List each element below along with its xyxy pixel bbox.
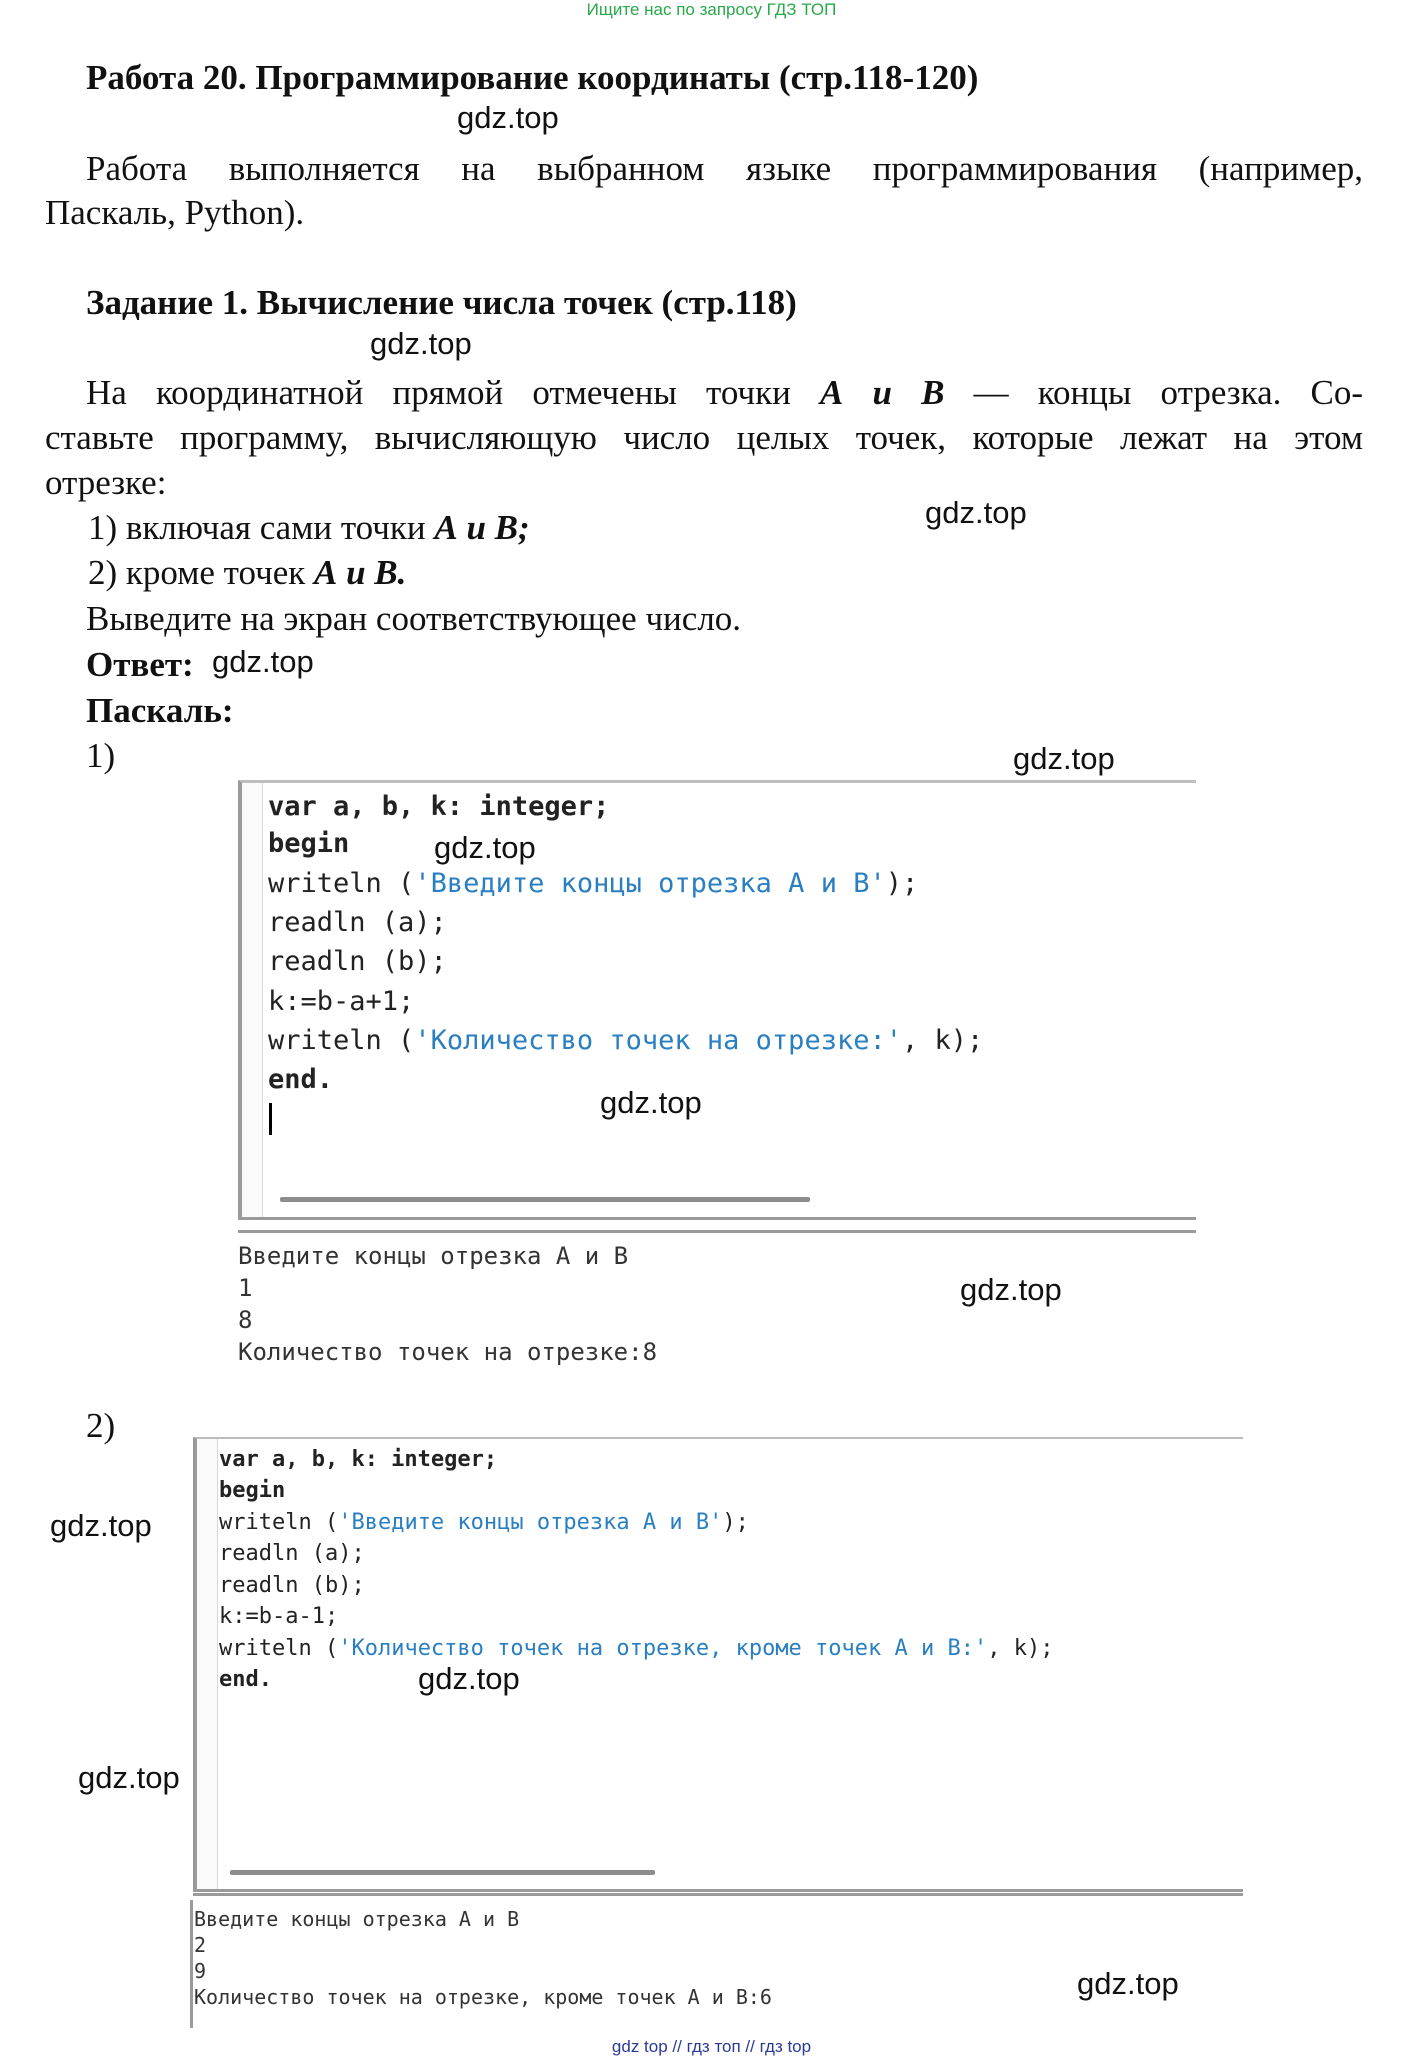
top-banner[interactable]: Ищите нас по запросу ГДЗ ТОП	[586, 0, 837, 19]
code-text: var a, b, k: integer;	[219, 1447, 498, 1472]
code-line	[219, 1447, 497, 1472]
code-text: begin	[219, 1478, 286, 1503]
watermark: gdz.top	[78, 1760, 180, 1795]
code-text: end.	[268, 1064, 334, 1095]
list-item-text: 1) включая сами точки	[88, 508, 435, 547]
intro-cont: Паскаль, Python).	[45, 193, 305, 232]
points-ab: А и В.	[314, 553, 407, 592]
text-cursor	[269, 1103, 272, 1135]
code-text: );	[722, 1510, 749, 1535]
item-number-1: 1)	[86, 736, 116, 775]
console-line: Введите концы отрезка А и В	[238, 1242, 629, 1270]
code-line	[219, 1573, 365, 1598]
code-string: 'Введите концы отрезка А и В'	[338, 1510, 723, 1535]
code-text: writeln (	[268, 1025, 415, 1056]
points-ab: А и В;	[434, 508, 530, 547]
output-instruction: Выведите на экран соответствующее число.	[86, 599, 742, 638]
console-line: Количество точек на отрезке:8	[238, 1338, 658, 1366]
code-text: var a, b, k: integer;	[268, 791, 610, 822]
watermark: gdz.top	[457, 100, 559, 135]
code-text: writeln (	[219, 1636, 339, 1661]
code-text: , k);	[901, 1025, 984, 1056]
watermark: gdz.top	[212, 644, 314, 679]
task-text-line3: отрезке:	[45, 463, 167, 502]
horizontal-scrollbar[interactable]	[280, 1197, 810, 1202]
watermark: gdz.top	[960, 1272, 1062, 1307]
console-output-1	[238, 1240, 657, 1368]
watermark: gdz.top	[434, 830, 536, 865]
watermark: gdz.top	[1077, 1966, 1179, 2001]
pascal-label: Паскаль:	[86, 691, 234, 730]
code-text: readln (a);	[268, 907, 447, 938]
code-line	[268, 1025, 983, 1056]
console-line: Количество точек на отрезке, кроме точек А и В:6	[194, 1985, 772, 2009]
watermark: gdz.top	[925, 495, 1027, 530]
code-line	[219, 1541, 365, 1566]
code-line	[268, 907, 447, 938]
code-line	[268, 868, 918, 899]
task-text-line2: ставьте программу, вычисляющую число целых точек, которые лежат на этом	[45, 418, 1363, 457]
watermark: gdz.top	[1013, 741, 1115, 776]
code-line	[219, 1636, 1053, 1661]
horizontal-scrollbar[interactable]	[230, 1870, 655, 1875]
item-number-2: 2)	[86, 1406, 116, 1445]
code-line	[268, 828, 349, 859]
task-text: На координатной прямой отмечены точки	[86, 373, 820, 412]
code-text: readln (a);	[219, 1541, 365, 1566]
code-line	[268, 986, 414, 1017]
task-text-line1	[86, 370, 1363, 415]
code-line	[268, 946, 447, 977]
editor-gutter	[242, 783, 263, 1217]
console-line: 1	[238, 1274, 253, 1302]
code-string: 'Введите концы отрезка А и В'	[414, 868, 886, 899]
task-title: Задание 1. Вычисление числа точек (стр.118)	[86, 283, 797, 322]
console-divider	[193, 1893, 1243, 1896]
list-item-2	[88, 550, 406, 595]
watermark: gdz.top	[50, 1508, 152, 1543]
code-line	[268, 1064, 333, 1095]
console-line: 8	[238, 1306, 253, 1334]
footer-links[interactable]: gdz top // гдз топ // гдз top	[611, 2037, 812, 2056]
code-line	[219, 1667, 272, 1692]
console-line: Введите концы отрезка А и В	[194, 1907, 520, 1931]
code-text: writeln (	[219, 1510, 339, 1535]
code-string: 'Количество точек на отрезке:'	[414, 1025, 902, 1056]
code-text: readln (b);	[268, 946, 447, 977]
answer-label: Ответ:	[86, 645, 194, 684]
code-editor-2[interactable]	[193, 1437, 1243, 1892]
intro-line: Работа выполняется на выбранном языке программирования (например,	[86, 149, 1363, 188]
points-ab: А и В	[819, 373, 945, 412]
page-title: Работа 20. Программирование координаты (стр.118-120)	[86, 58, 979, 97]
code-line	[219, 1478, 285, 1503]
code-text: k:=b-a+1;	[268, 986, 415, 1017]
console-line: 9	[194, 1959, 207, 1983]
code-text: writeln (	[268, 868, 415, 899]
code-string: 'Количество точек на отрезке, кроме точек А и В:'	[338, 1636, 988, 1661]
console-line: 2	[194, 1933, 207, 1957]
code-line	[219, 1510, 749, 1535]
console-output-2	[194, 1906, 772, 2010]
watermark: gdz.top	[370, 326, 472, 361]
console-border	[190, 1900, 193, 2028]
console-divider	[238, 1230, 1196, 1233]
code-text: end.	[219, 1667, 272, 1692]
watermark: gdz.top	[600, 1085, 702, 1120]
code-text: readln (b);	[219, 1573, 365, 1598]
list-item-text: 2) кроме точек	[88, 553, 314, 592]
code-text: , k);	[987, 1636, 1054, 1661]
list-item-1	[88, 505, 530, 550]
watermark: gdz.top	[418, 1661, 520, 1696]
task-text: — концы отрезка. Со-	[944, 373, 1364, 412]
editor-gutter	[197, 1439, 218, 1889]
code-line	[219, 1604, 338, 1629]
code-text: );	[885, 868, 919, 899]
code-text: k:=b-a-1;	[219, 1604, 339, 1629]
code-line	[268, 791, 609, 822]
code-text: begin	[268, 828, 350, 859]
